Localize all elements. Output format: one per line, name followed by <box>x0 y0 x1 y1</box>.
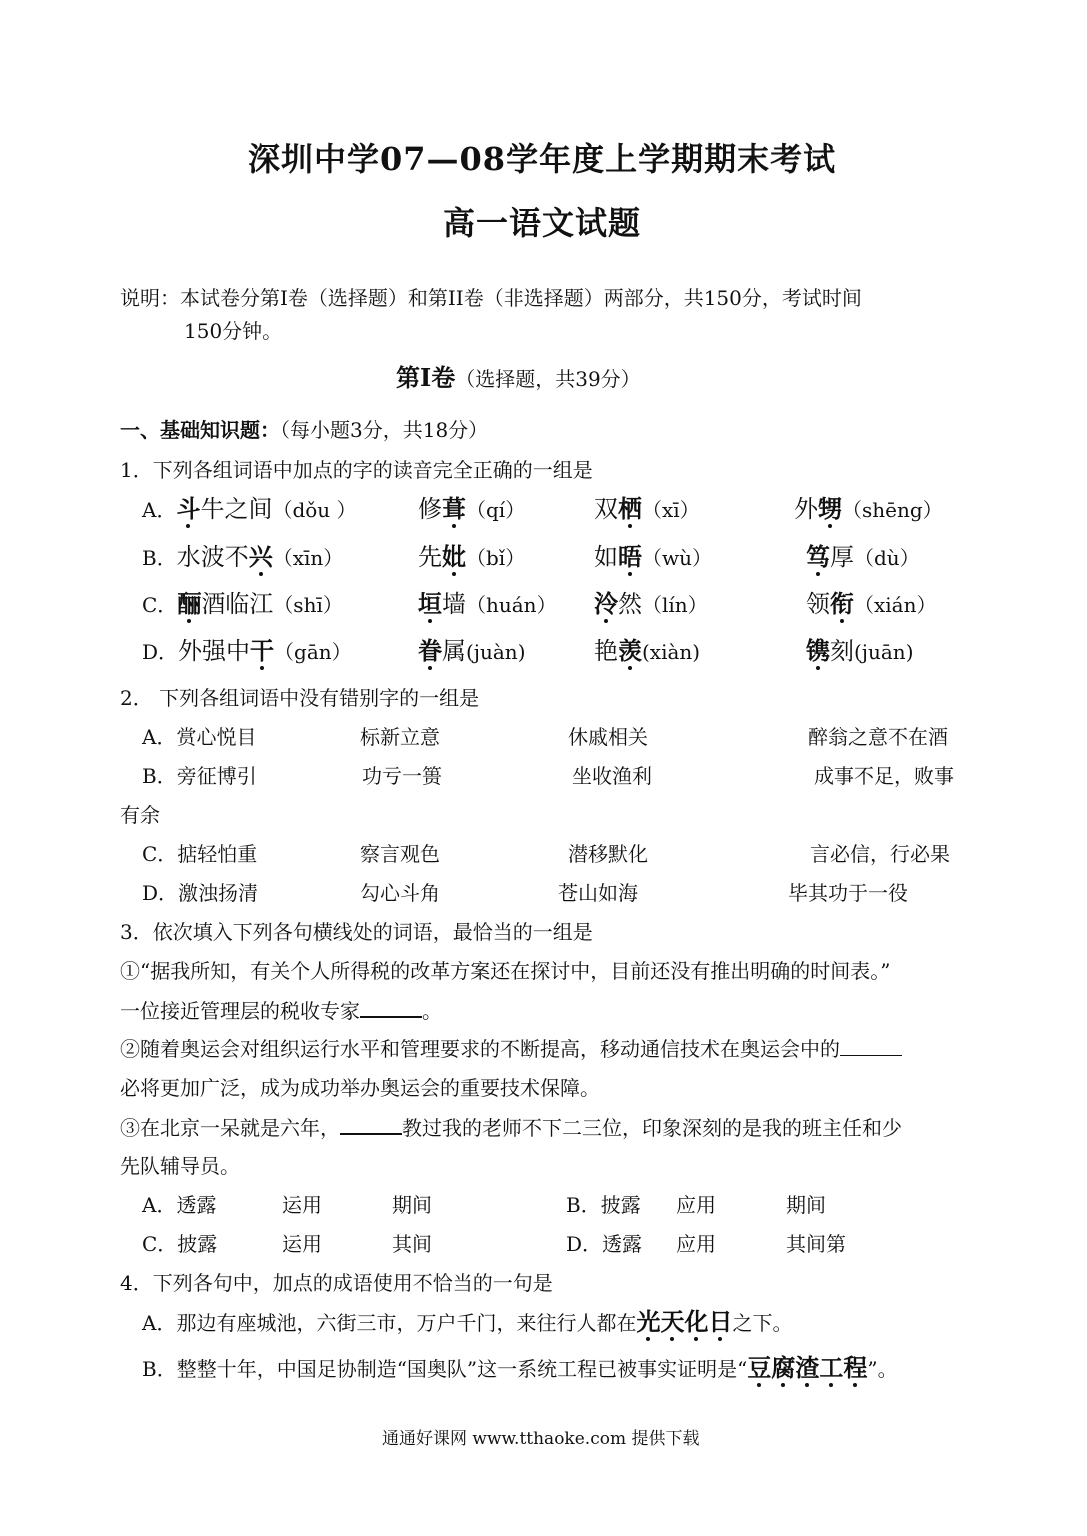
instructions-line-1: 说明：本试卷分第I卷（选择题）和第II卷（非选择题）两部分，共150分，考试时间 <box>120 286 862 310</box>
pinyin: （xīn） <box>272 546 344 570</box>
q4-option-b <box>142 1353 898 1382</box>
sentence-text: 之下。 <box>732 1311 793 1335</box>
q3-d-word-3: 其间第 <box>786 1232 846 1256</box>
q3-b-word-3: 期间 <box>786 1193 826 1217</box>
dotted-char: 豆 <box>747 1353 772 1382</box>
q3-sentence-1-line-2 <box>120 998 442 1023</box>
sentence-text: 一位接近管理层的税收专家 <box>120 999 360 1023</box>
pinyin: （lín） <box>642 593 708 617</box>
exam-title: 深圳中学07—08学年度上学期期末考试 <box>248 140 837 178</box>
q3-a-word-3: 期间 <box>392 1193 432 1217</box>
dotted-char: 眷 <box>418 636 442 665</box>
q3-a-word-2: 运用 <box>282 1193 322 1217</box>
dotted-char: 日 <box>708 1307 733 1336</box>
sentence-text: B．整整十年，中国足协制造“国奥队”这一系统工程已被事实证明是“ <box>142 1357 748 1381</box>
sentence-text: ②随着奥运会对组织运行水平和管理要求的不断提高，移动通信技术在奥运会中的 <box>120 1037 840 1061</box>
page-footer: 通通好课网 www.tthaoke.com 提供下载 <box>382 1429 700 1449</box>
word-text: 外 <box>794 495 818 523</box>
dotted-char: 晤 <box>618 542 642 571</box>
dotted-char: 化 <box>684 1307 709 1336</box>
question-2-stem: 2． 下列各组词语中没有错别字的一组是 <box>120 686 480 710</box>
question-1-stem: 1．下列各组词语中加点的字的读音完全正确的一组是 <box>120 458 593 482</box>
dotted-char: 泠 <box>594 589 618 618</box>
word-text: 修 <box>418 495 442 523</box>
q1-option-a <box>142 494 357 523</box>
word-text: 墙 <box>442 590 466 618</box>
q2-d-item-1: D．激浊扬清 <box>142 881 259 905</box>
section-1-title: 一、基础知识题： <box>120 418 280 442</box>
word-text: 如 <box>594 543 618 571</box>
q3-d-word-1: D．透露 <box>566 1232 643 1256</box>
word-text: 艳 <box>594 637 618 665</box>
word-text: 先 <box>418 543 442 571</box>
option-label: C． <box>142 593 178 617</box>
fill-blank-1 <box>360 998 422 1018</box>
q2-b-item-3: 坐收渔利 <box>572 764 652 788</box>
q3-sentence-2-line-1 <box>120 1037 902 1061</box>
part-1-heading <box>396 363 641 392</box>
q1-a-word-4 <box>794 494 943 523</box>
q1-c-word-3 <box>594 589 708 618</box>
word-text: 厚 <box>830 543 854 571</box>
q1-b-word-4 <box>806 542 920 571</box>
word-text: 刻 <box>830 637 854 665</box>
dotted-char: 栖 <box>618 494 642 523</box>
option-label: B． <box>142 546 177 570</box>
word-text: 外强中 <box>178 637 251 665</box>
q2-a-item-1: A．赏心悦目 <box>142 725 257 749</box>
q1-b-word-2 <box>418 542 526 571</box>
q2-d-item-2: 勾心斗角 <box>360 881 440 905</box>
pinyin: （dǒu ） <box>272 498 357 522</box>
q1-d-word-4 <box>806 636 914 665</box>
dotted-char: 天 <box>660 1307 685 1336</box>
q2-c-item-4: 言必信，行必果 <box>810 842 950 866</box>
q3-a-word-1: A．透露 <box>142 1193 217 1217</box>
pinyin: （bǐ） <box>466 546 526 570</box>
dotted-char: 妣 <box>442 542 466 571</box>
fill-blank-3 <box>340 1115 402 1135</box>
word-text: 领 <box>806 590 830 618</box>
q2-a-item-2: 标新立意 <box>360 725 440 749</box>
q2-c-item-1: C．掂轻怕重 <box>142 842 258 866</box>
word-text: 然 <box>618 590 642 618</box>
q1-option-b <box>142 542 344 571</box>
q2-a-item-3: 休戚相关 <box>568 725 648 749</box>
option-label: D． <box>142 640 179 664</box>
word-text: 牛之间 <box>200 495 273 523</box>
dotted-char: 酾 <box>177 589 202 618</box>
q3-sentence-3-line-1 <box>120 1115 902 1140</box>
q2-c-item-3: 潜移默化 <box>568 842 648 866</box>
dotted-char: 光 <box>636 1307 661 1336</box>
dotted-char: 甥 <box>818 494 842 523</box>
q2-b-item-4: 成事不足，败事 <box>814 764 954 788</box>
dotted-char: 垣 <box>418 589 442 618</box>
q2-a-item-4: 醉翁之意不在酒 <box>808 725 948 749</box>
q1-a-word-3 <box>594 494 700 523</box>
pinyin: （wù） <box>642 546 712 570</box>
q3-b-word-2: 应用 <box>676 1193 716 1217</box>
q4-option-a <box>142 1307 793 1336</box>
q2-c-item-2: 察言观色 <box>360 842 440 866</box>
q1-c-word-4 <box>806 589 937 618</box>
q1-option-d <box>142 636 352 665</box>
section-1-scoring: （每小题3分，共18分） <box>280 418 489 442</box>
dotted-char: 羡 <box>618 636 642 665</box>
dotted-char: 笃 <box>806 542 830 571</box>
dotted-char: 渣 <box>795 1353 820 1382</box>
q3-c-word-2: 运用 <box>282 1232 322 1256</box>
q1-d-word-3 <box>594 636 701 665</box>
part-1-title: 第I卷 <box>396 363 456 392</box>
dotted-char: 衔 <box>830 589 854 618</box>
q3-sentence-1-line-1: ①“据我所知，有关个人所得税的改革方案还在探讨中，目前还没有推出明确的时间表。” <box>120 959 891 983</box>
q1-option-c <box>142 589 343 618</box>
word-text: 水波不 <box>176 543 249 571</box>
option-label: A． <box>142 498 177 522</box>
q3-c-word-3: 其间 <box>392 1232 432 1256</box>
word-text: 属 <box>442 637 466 665</box>
sentence-text: A．那边有座城池，六街三市，万户千门，来往行人都在 <box>142 1311 637 1335</box>
q1-d-word-2 <box>418 636 526 665</box>
question-4-stem: 4．下列各句中，加点的成语使用不恰当的一句是 <box>120 1271 553 1295</box>
word-text: 酒临江 <box>201 590 274 618</box>
pinyin: （xián） <box>854 593 937 617</box>
dotted-char: 工 <box>819 1353 844 1382</box>
dotted-char: 斗 <box>176 494 201 523</box>
pinyin: （qí） <box>466 498 526 522</box>
sentence-text: ”。 <box>867 1357 898 1381</box>
pinyin: （xī） <box>642 498 700 522</box>
pinyin: （shēng） <box>842 498 943 522</box>
q3-sentence-3-line-2: 先队辅导员。 <box>120 1154 240 1178</box>
dotted-char: 干 <box>250 636 275 665</box>
fill-blank-2 <box>840 1037 902 1056</box>
q2-b-item-2: 功亏一篑 <box>362 764 442 788</box>
question-3-stem: 3．依次填入下列各句横线处的词语，最恰当的一组是 <box>120 920 593 944</box>
pinyin: (juān) <box>854 640 914 664</box>
q3-b-word-1: B．披露 <box>566 1193 641 1217</box>
q3-d-word-2: 应用 <box>676 1232 716 1256</box>
pinyin: (juàn) <box>466 640 526 664</box>
sentence-text: ③在北京一呆就是六年， <box>120 1116 340 1140</box>
sentence-text: 教过我的老师不下二三位，印象深刻的是我的班主任和少 <box>402 1116 902 1140</box>
q2-b-item-1: B．旁征博引 <box>142 764 257 788</box>
sentence-text: 。 <box>422 999 442 1023</box>
q2-b-continuation: 有余 <box>120 803 160 827</box>
pinyin: (xiàn) <box>642 640 701 664</box>
q3-c-word-1: C．披露 <box>142 1232 218 1256</box>
pinyin: （gān） <box>274 640 352 664</box>
pinyin: （dù） <box>854 546 920 570</box>
section-1-heading <box>120 418 488 442</box>
exam-subtitle: 高一语文试题 <box>443 204 642 242</box>
dotted-char: 腐 <box>771 1353 796 1382</box>
dotted-char: 镌 <box>806 636 830 665</box>
q2-d-item-4: 毕其功于一役 <box>788 881 908 905</box>
dotted-char: 程 <box>843 1353 868 1382</box>
word-text: 双 <box>594 495 618 523</box>
q3-sentence-2-line-2: 必将更加广泛，成为成功举办奥运会的重要技术保障。 <box>120 1076 600 1100</box>
dotted-char: 兴 <box>248 542 273 571</box>
q1-b-word-3 <box>594 542 712 571</box>
q1-c-word-2 <box>418 589 557 618</box>
part-1-subtitle: （选择题，共39分） <box>455 367 641 391</box>
pinyin: （huán） <box>466 593 557 617</box>
instructions-line-2: 150分钟。 <box>184 319 283 343</box>
q1-a-word-2 <box>418 494 526 523</box>
pinyin: （shī） <box>273 593 343 617</box>
q2-d-item-3: 苍山如海 <box>558 881 638 905</box>
dotted-char: 葺 <box>442 494 466 523</box>
